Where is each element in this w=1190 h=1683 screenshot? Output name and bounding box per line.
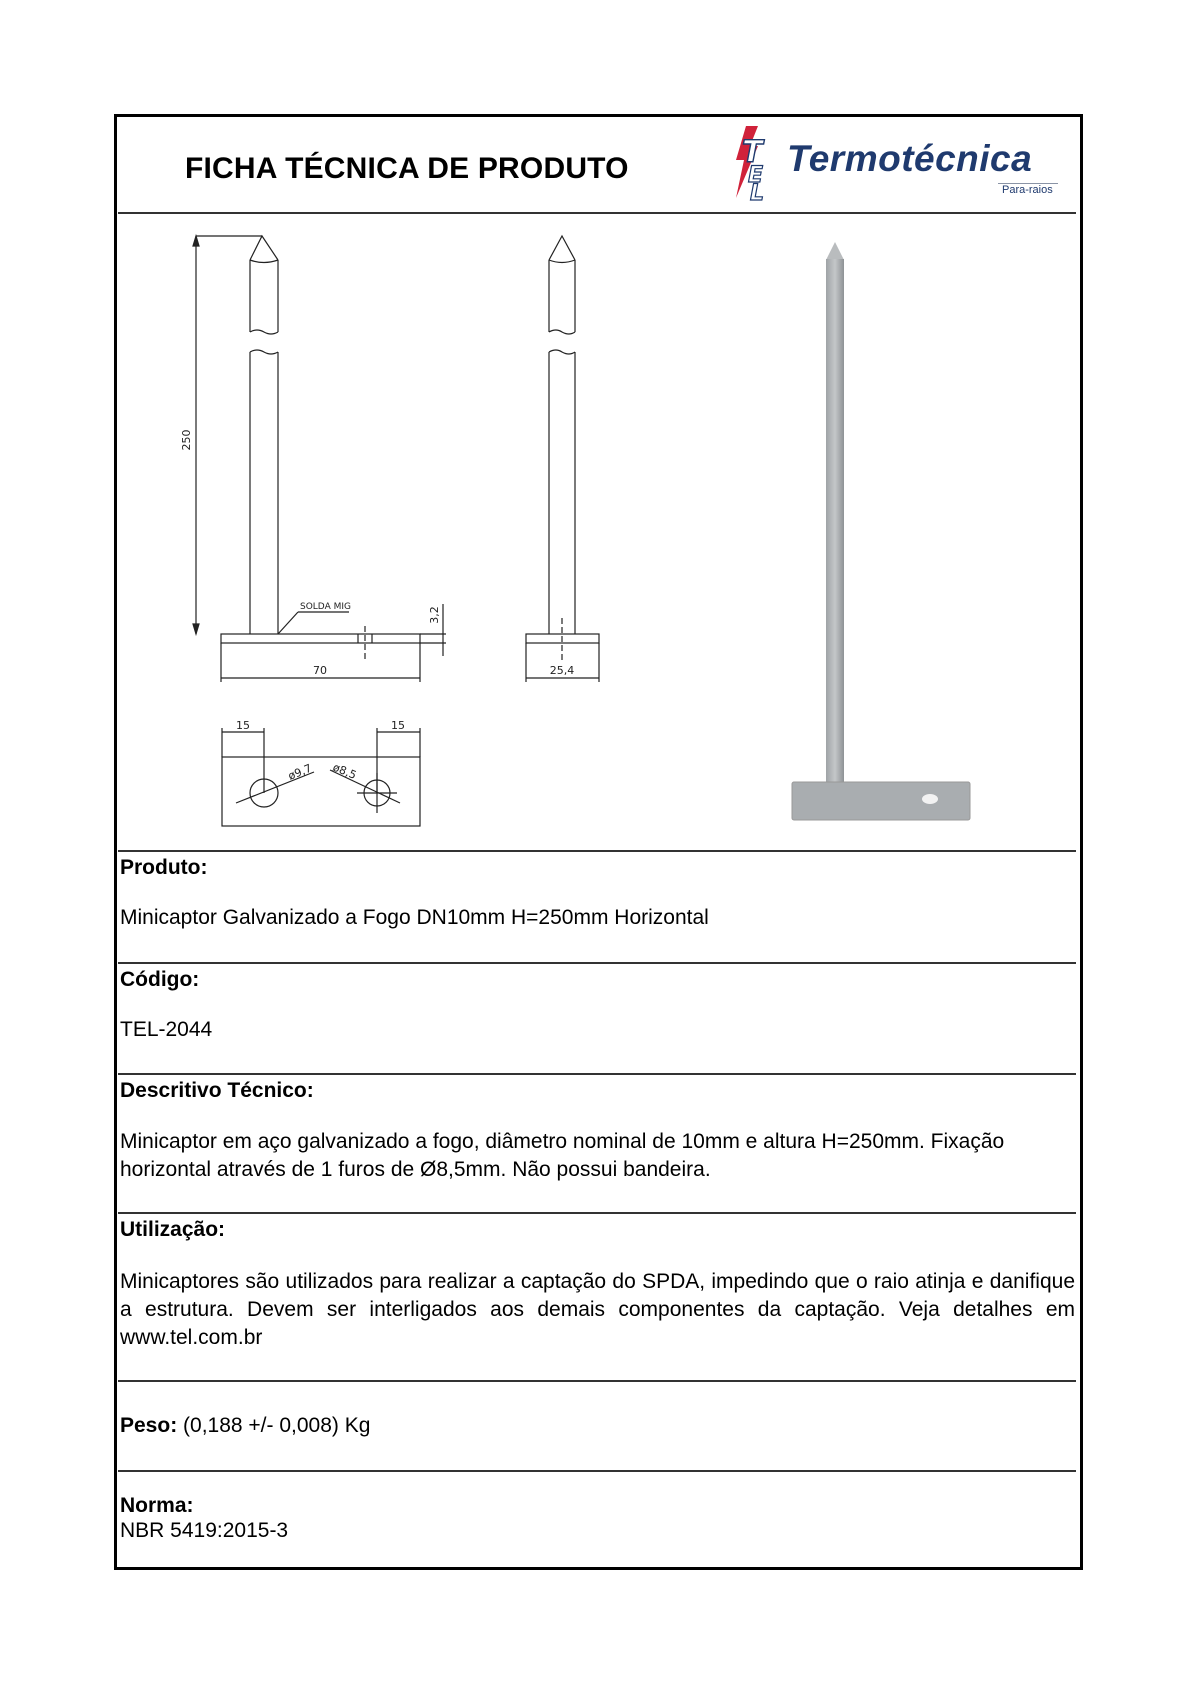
dim-length-label: 70	[313, 664, 327, 677]
rod-tip-base	[250, 260, 278, 263]
arrow-down-icon	[193, 624, 199, 634]
norma-value: NBR 5419:2015-3	[120, 1519, 289, 1542]
section-divider	[118, 1470, 1076, 1472]
break-line-bottom	[250, 350, 278, 354]
photo-rod	[826, 259, 844, 799]
monogram-t: T	[742, 135, 763, 170]
top-view	[222, 728, 420, 826]
dim-offset-right-label: 15	[391, 719, 405, 732]
monogram-l: L	[750, 181, 765, 202]
monogram-e: E	[748, 163, 764, 188]
peso-label: Peso:	[120, 1414, 178, 1437]
page-title: FICHA TÉCNICA DE PRODUTO	[185, 152, 629, 185]
section-divider	[118, 850, 1076, 852]
rod-tip-base	[549, 260, 575, 263]
base-plate-side	[221, 634, 420, 643]
dim-thickness-label: 3,2	[428, 606, 441, 624]
utilizacao-label: Utilização:	[120, 1218, 226, 1241]
photo-rod-tip	[826, 242, 844, 260]
photo-base-plate	[792, 782, 970, 820]
produto-value: Minicaptor Galvanizado a Fogo DN10mm H=250mm Horizontal	[120, 906, 709, 929]
peso-value: (0,188 +/- 0,008) Kg	[183, 1414, 371, 1437]
rod-tip	[250, 236, 278, 260]
dim-offset-left-label: 15	[236, 719, 250, 732]
section-divider	[118, 1073, 1076, 1075]
utilizacao-value: Minicaptores são utilizados para realizar a captação do SPDA, impedindo que o raio atinja e danifique a estrutura. Devem ser interligados aos demais componentes da captação. Veja detalhes em www.tel.com.br	[120, 1270, 1075, 1349]
photo-plate-hole	[922, 794, 938, 804]
break-line-top	[549, 330, 575, 334]
dim-hole-left-label: ø9,7	[286, 761, 314, 783]
section-divider	[118, 1212, 1076, 1214]
break-line-top	[250, 330, 278, 334]
weld-label: SOLDA MIG	[300, 602, 351, 612]
rod-tip	[549, 236, 575, 260]
dim-hole-right-label: ø8,5	[330, 760, 359, 782]
dim-width-label: 25,4	[549, 664, 575, 677]
codigo-value: TEL-2044	[120, 1018, 213, 1041]
break-line-bottom	[549, 350, 575, 354]
front-view	[526, 236, 599, 682]
dim-height-label: 250	[180, 429, 193, 451]
codigo-label: Código:	[120, 968, 200, 991]
arrow-up-icon	[193, 236, 199, 246]
weld-leader	[278, 612, 298, 634]
product-photo	[792, 242, 970, 820]
brand-name: Termotécnica	[787, 138, 1033, 179]
brand-tagline: Para-raios	[1002, 184, 1053, 196]
norma-label: Norma:	[120, 1494, 194, 1517]
section-divider	[118, 962, 1076, 964]
peso-row	[120, 1414, 370, 1438]
side-view	[193, 236, 446, 682]
produto-label: Produto:	[120, 856, 208, 879]
descritivo-value: Minicaptor em aço galvanizado a fogo, diâmetro nominal de 10mm e altura H=250mm. Fixação horizontal através de 1 furos de Ø8,5mm. Não possui bandeira.	[120, 1130, 1005, 1181]
section-divider	[118, 1380, 1076, 1382]
descritivo-label: Descritivo Técnico:	[120, 1079, 314, 1102]
